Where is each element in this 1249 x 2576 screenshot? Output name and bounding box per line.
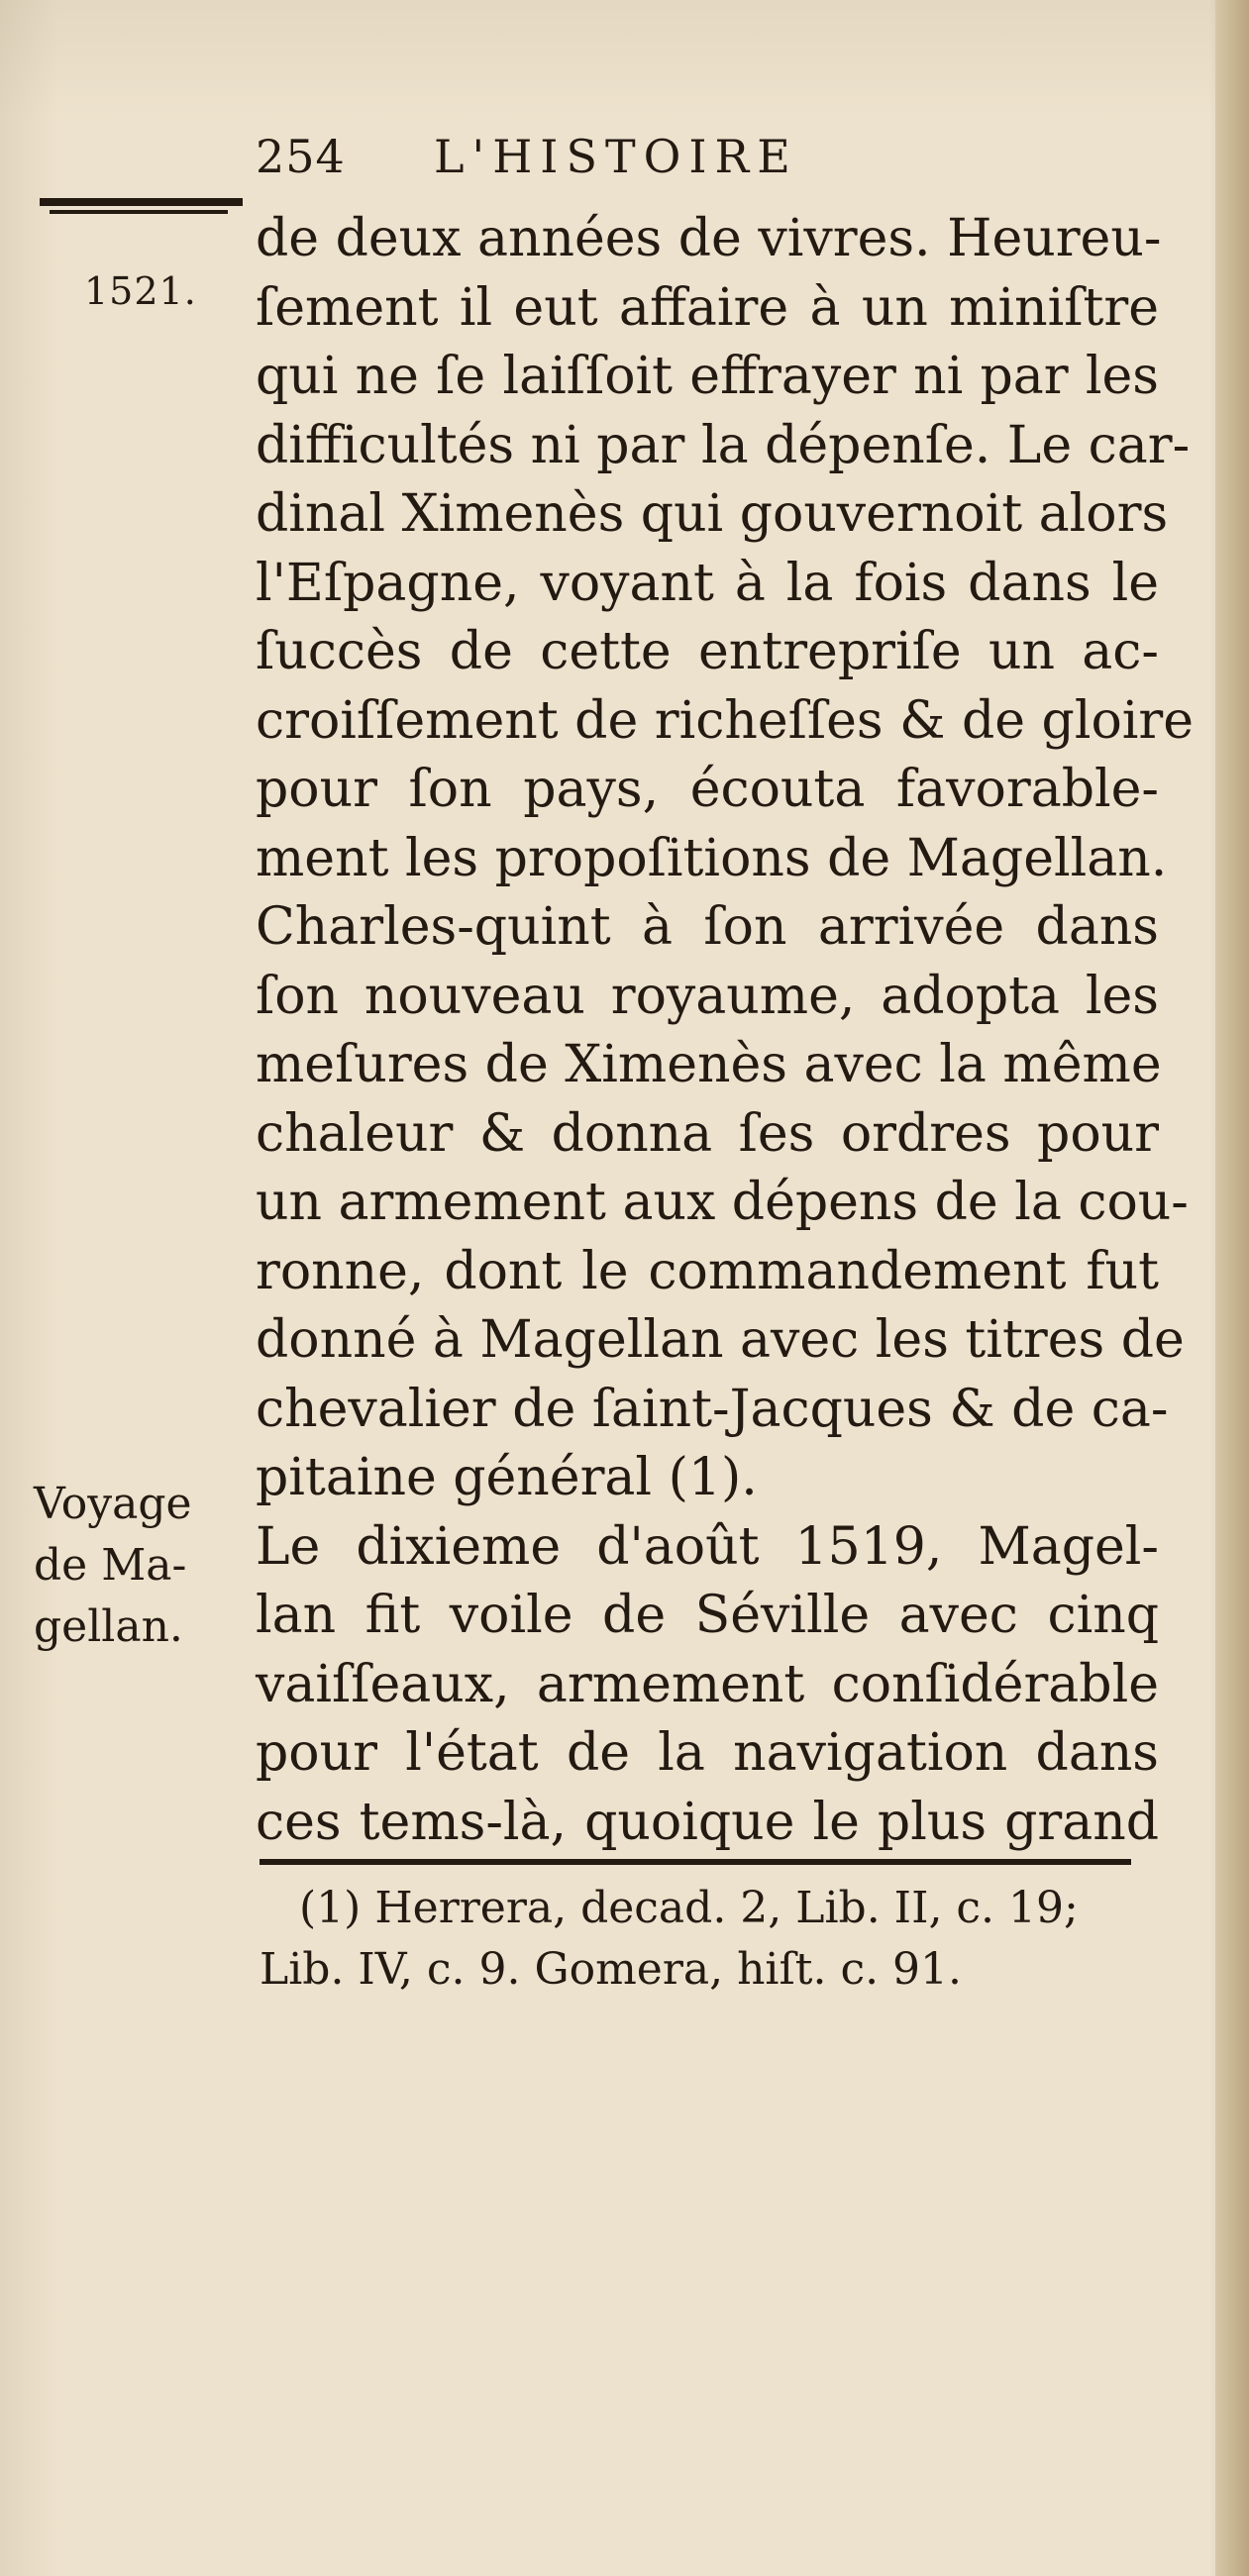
text-line: lan fit voile de Séville avec cinq xyxy=(256,1586,1159,1645)
text-line: ment les propoſitions de Magellan. xyxy=(256,828,1168,888)
text-line: de deux années de vivres. Heureu- xyxy=(256,209,1162,268)
text-line: ſement il eut affaire à un miniſtre xyxy=(256,277,1159,338)
text-line: un armement aux dépens de la cou- xyxy=(256,1173,1189,1232)
margin-year: 1521. xyxy=(84,269,197,313)
text-line: ſuccès de cette entrepriſe un ac- xyxy=(256,622,1159,681)
text-line: pitaine général (1). xyxy=(256,1448,758,1507)
body-text xyxy=(256,205,1195,1857)
footnote-line: Lib. IV, c. 9. Gomera, hiſt. c. 91. xyxy=(260,1944,963,1995)
text-line: donné à Magellan avec les titres de xyxy=(256,1310,1185,1370)
text-line: chevalier de ſaint-Jacques & de ca- xyxy=(256,1379,1169,1439)
text-line: dinal Ximenès qui gouvernoit alors xyxy=(256,484,1169,544)
text-line: chaleur & donna ſes ordres pour xyxy=(256,1103,1159,1164)
text-line: meſures de Ximenès avec la même xyxy=(256,1035,1162,1094)
text-line: croiſſement de richeſſes & de gloire xyxy=(256,690,1195,751)
margin-note-line: de Ma- xyxy=(34,1540,187,1591)
text-line: pour ſon pays, écouta favorable- xyxy=(256,760,1159,819)
header-ornament-rule xyxy=(40,198,243,218)
text-line: qui ne ſe laiſſoit effrayer ni par les xyxy=(256,347,1159,406)
footnote-line: (1) Herrera, decad. 2, Lib. II, c. 19; xyxy=(299,1883,1079,1933)
text-line: ſon nouveau royaume, adopta les xyxy=(256,966,1159,1026)
ornament-rule-thin xyxy=(50,210,228,214)
text-line: ronne, dont le commandement fut xyxy=(256,1241,1159,1301)
text-line: difficultés ni par la dépenſe. Le car- xyxy=(256,415,1191,475)
running-title: L'HISTOIRE xyxy=(434,130,798,183)
text-line: l'Eſpagne, voyant à la fois dans le xyxy=(256,553,1159,613)
margin-note xyxy=(34,1474,252,1658)
text-line: pour l'état de la navigation dans xyxy=(256,1723,1159,1783)
ornament-rule-thick xyxy=(40,198,243,206)
page-number: 254 xyxy=(256,130,346,183)
margin-note-line: gellan. xyxy=(34,1601,183,1652)
margin-note-line: Voyage xyxy=(34,1479,192,1529)
running-head xyxy=(256,127,798,186)
text-line: Charles-quint à ſon arrivée dans xyxy=(256,897,1159,957)
footnotes xyxy=(260,1878,1151,2001)
text-line: Le dixieme d'août 1519, Magel- xyxy=(256,1516,1159,1577)
page-gutter-shadow xyxy=(1215,0,1249,2576)
text-line: ces tems-là, quoique le plus grand xyxy=(256,1792,1159,1852)
text-line: vaiſſeaux, armement conſidérable xyxy=(256,1654,1159,1714)
footnote-rule xyxy=(260,1859,1131,1865)
